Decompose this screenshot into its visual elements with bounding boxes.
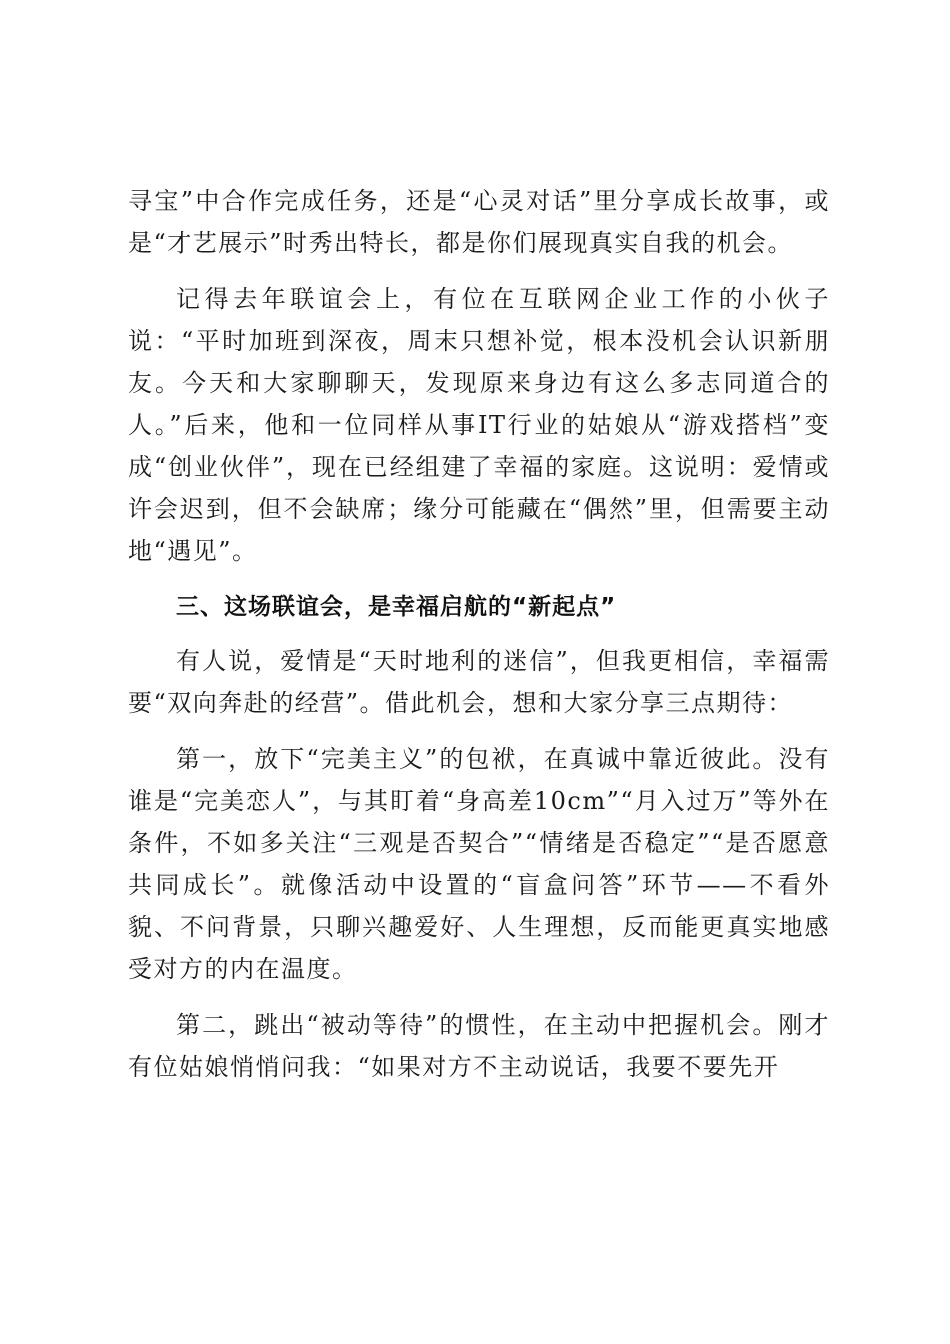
paragraph-intro: 有人说，爱情是“天时地利的迷信”，但我更相信，幸福需要“双向奔赴的经营”。借此机会，想和大家分享三点期待： [128, 647, 830, 717]
paragraph-anecdote: 记得去年联谊会上，有位在互联网企业工作的小伙子说：“平时加班到深夜，周末只想补觉，根本没机会认识新朋友。今天和大家聊聊天，发现原来身边有这么多志同道合的人。”后来，他和一位同样从事IT行业的姑娘从“游戏搭档”变成“创业伙伴”，现在已经组建了幸福的家庭。这说明：爱情或许会迟到，但不会缺席；缘分可能藏在“偶然”里，但需要主动地“遇见”。 [128, 285, 830, 565]
paragraph-point-two: 第二，跳出“被动等待”的惯性，在主动中把握机会。刚才有位姑娘悄悄问我：“如果对方不主动说话，我要不要先开 [128, 1011, 830, 1081]
section-heading: 三、这场联谊会，是幸福启航的“新起点” [176, 594, 617, 620]
paragraph-continuation: 寻宝”中合作完成任务，还是“心灵对话”里分享成长故事，或是“才艺展示”时秀出特长，都是你们展现真实自我的机会。 [128, 187, 830, 257]
paragraph-point-one: 第一，放下“完美主义”的包袱，在真诚中靠近彼此。没有谁是“完美恋人”，与其盯着“身高差10cm”“月入过万”等外在条件，不如多关注“三观是否契合”“情绪是否稳定”“是否愿意共同成长”。就像活动中设置的“盲盒问答”环节——不看外貌、不问背景，只聊兴趣爱好、人生理想，反而能更真实地感受对方的内在温度。 [128, 745, 830, 983]
document-body [128, 180, 830, 1102]
